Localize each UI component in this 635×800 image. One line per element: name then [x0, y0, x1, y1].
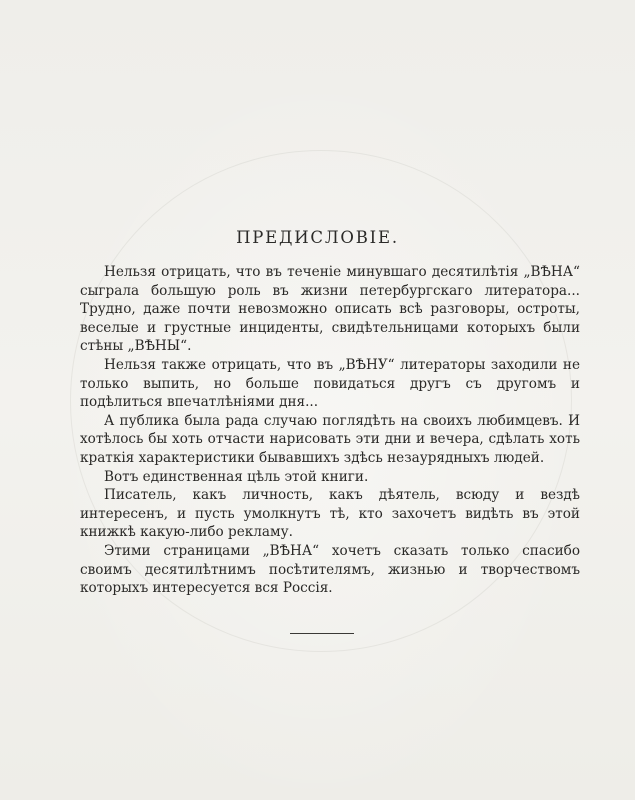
page-title: ПРЕДИСЛОВІЕ. [236, 228, 399, 247]
paragraph-6: Этими страницами „ВѢНА“ хочетъ сказать только спасибо своимъ десятилѣтнимъ посѣтителямъ, жизнью и творчествомъ которыхъ интересуется вся Россія. [80, 542, 580, 597]
preface-text [80, 263, 580, 598]
paragraph-2: Нельзя также отрицать, что въ „ВѢНУ“ литераторы заходили не только выпить, но больше повидаться другъ съ другомъ и подѣлиться впечатлѣніями дня... [80, 356, 580, 411]
paragraph-1: Нельзя отрицать, что въ теченіе минувшаго десятилѣтія „ВѢНА“ сыграла большую роль въ жизни петербургскаго литератора... Трудно, даже почти невозможно описать всѣ разговоры, остроты, веселые и грустные инциденты, свидѣтельницами которыхъ были стѣны „ВѢНЫ“. [80, 264, 580, 355]
paragraph-3: А публика была рада случаю поглядѣть на своихъ любимцевъ. И хотѣлось бы хоть отчасти нарисовать эти дни и вечера, сдѣлать хоть краткія характеристики бывавшихъ здѣсь незаурядныхъ людей. [80, 412, 580, 466]
paragraph-4: Вотъ единственная цѣль этой книги. [104, 468, 369, 485]
closing-divider-rule [290, 633, 354, 634]
paragraph-5: Писатель, какъ личность, какъ дѣятель, всюду и вездѣ интересенъ, и пусть умолкнутъ тѣ, кто захочетъ видѣть въ этой книжкѣ какую-либо рекламу. [80, 487, 580, 541]
